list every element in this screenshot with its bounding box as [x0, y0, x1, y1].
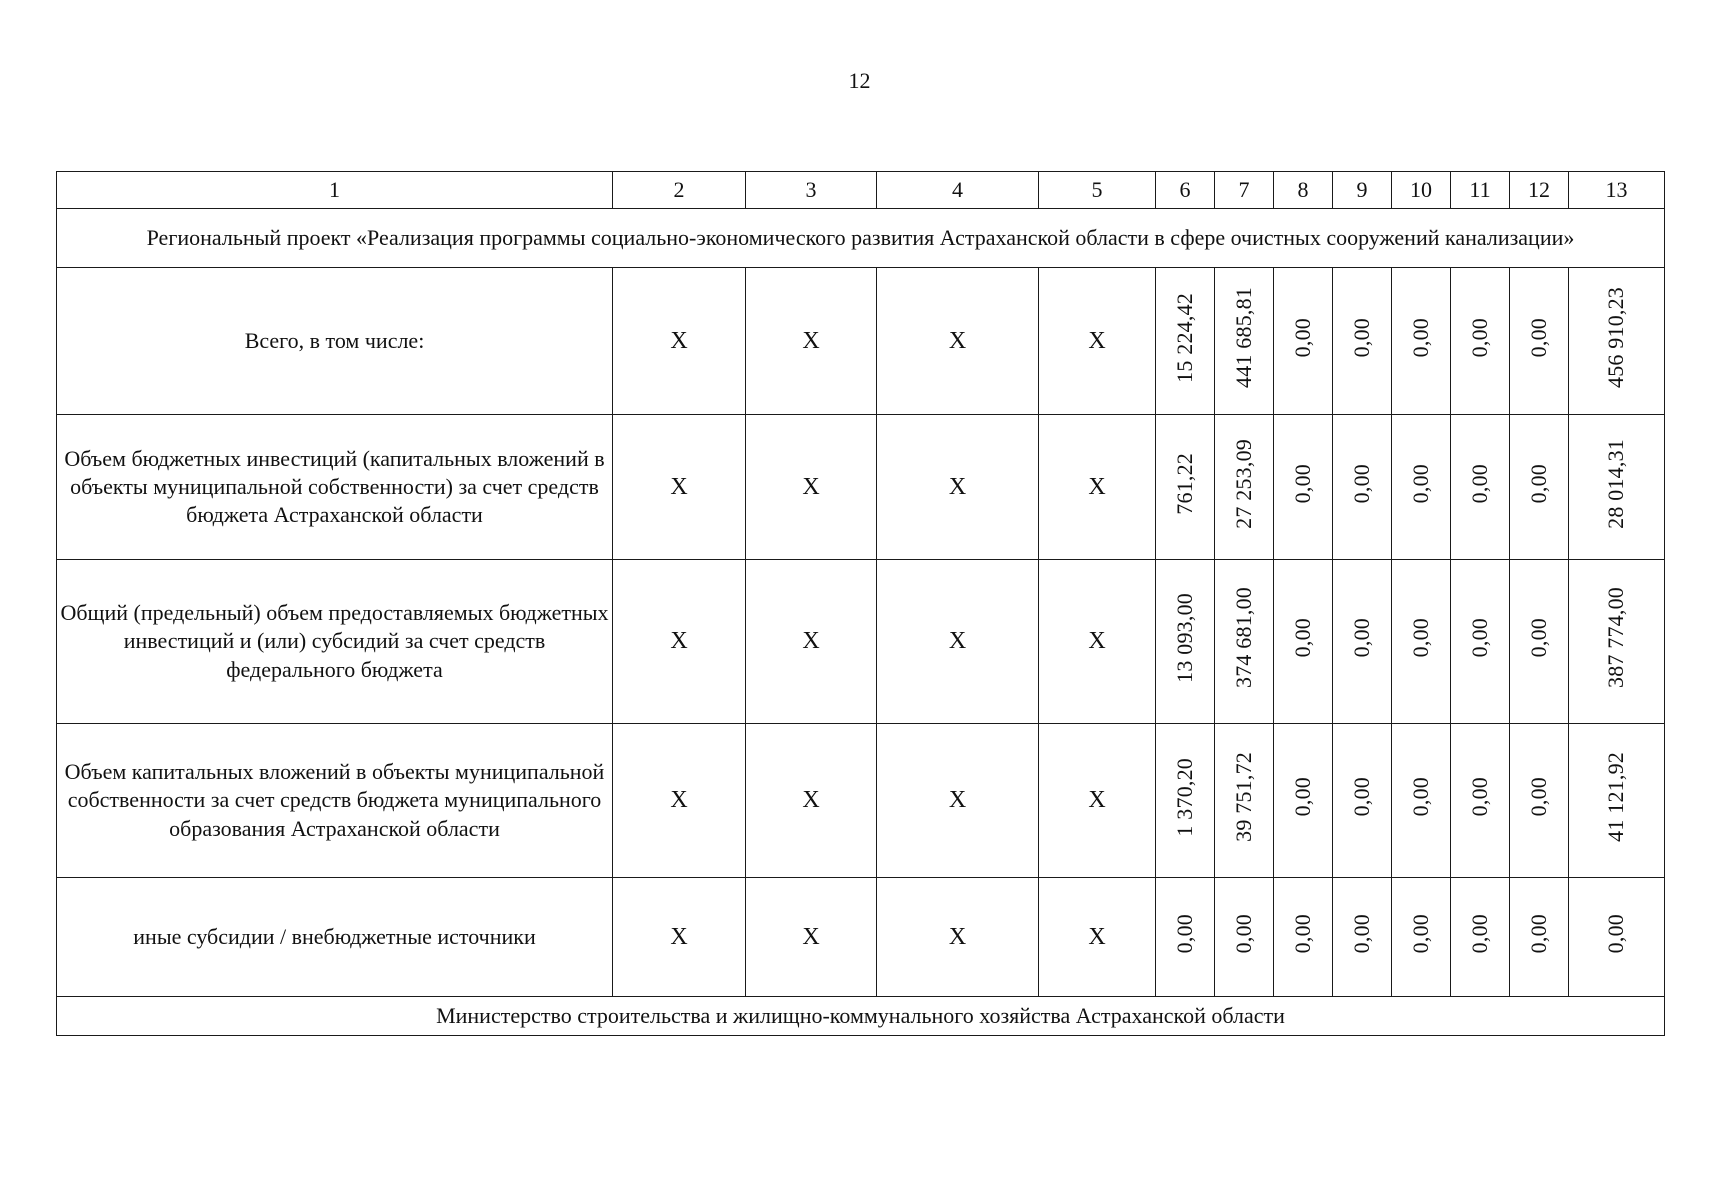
value-cell: [1274, 268, 1333, 415]
value-text: 0,00: [1466, 463, 1492, 504]
value-text: 0,00: [1466, 777, 1492, 817]
value-text: 0,00: [1348, 618, 1374, 658]
value-text: 0,00: [1171, 913, 1197, 954]
column-header: 10: [1392, 172, 1451, 209]
column-header: 8: [1274, 172, 1333, 209]
value-text: 39 751,72: [1230, 752, 1256, 842]
value-cell: [1510, 560, 1569, 724]
column-header: 1: [57, 172, 613, 209]
value-cell: [1451, 878, 1510, 997]
value-cell: [1333, 415, 1392, 560]
mark-cell: Х: [1039, 878, 1156, 997]
column-header: 5: [1039, 172, 1156, 209]
mark-cell: Х: [1039, 268, 1156, 415]
value-text: 0,00: [1525, 777, 1551, 817]
mark-cell: Х: [613, 268, 746, 415]
mark-cell: Х: [877, 724, 1039, 878]
value-text: 0,00: [1466, 317, 1492, 358]
section-title-row: [57, 209, 1665, 268]
mark-cell: Х: [877, 560, 1039, 724]
mark-cell: Х: [746, 560, 877, 724]
table-row: [57, 415, 1665, 560]
value-cell: [1156, 560, 1215, 724]
table-row: [57, 724, 1665, 878]
value-cell: [1569, 268, 1665, 415]
value-text: 0,00: [1289, 317, 1315, 358]
value-text: 761,22: [1171, 452, 1197, 515]
value-cell: [1569, 724, 1665, 878]
value-cell: [1510, 724, 1569, 878]
page-number: 12: [848, 68, 871, 93]
row-label: Объем капитальных вложений в объекты муниципальной собственности за счет средств бюджета муниципального образования Астраханской области: [57, 724, 613, 878]
value-text: 0,00: [1289, 618, 1315, 658]
mark-cell: Х: [877, 878, 1039, 997]
value-cell: [1333, 724, 1392, 878]
value-text: 0,00: [1348, 913, 1374, 954]
value-cell: [1510, 878, 1569, 997]
column-number-row: [57, 172, 1665, 209]
mark-cell: Х: [1039, 560, 1156, 724]
value-text: 0,00: [1525, 913, 1551, 954]
value-text: 0,00: [1407, 317, 1433, 358]
value-text: 0,00: [1525, 618, 1551, 658]
value-cell: [1510, 415, 1569, 560]
value-cell: [1274, 560, 1333, 724]
mark-cell: Х: [613, 560, 746, 724]
section-title: Региональный проект «Реализация программы социально-экономического развития Астраханской области в сфере очистных сооружений канализации»: [57, 209, 1665, 268]
value-text: 0,00: [1348, 777, 1374, 817]
value-text: 0,00: [1466, 913, 1492, 954]
value-text: 0,00: [1525, 463, 1551, 504]
value-text: 456 910,23: [1603, 286, 1629, 388]
row-label: Всего, в том числе:: [57, 268, 613, 415]
table-row: [57, 560, 1665, 724]
value-cell: [1392, 268, 1451, 415]
value-cell: [1392, 878, 1451, 997]
value-cell: [1392, 560, 1451, 724]
mark-cell: Х: [613, 724, 746, 878]
mark-cell: Х: [746, 878, 877, 997]
value-cell: [1451, 560, 1510, 724]
value-text: 0,00: [1466, 618, 1492, 658]
value-cell: [1510, 268, 1569, 415]
value-text: 27 253,09: [1230, 438, 1256, 529]
value-cell: [1333, 560, 1392, 724]
value-cell: [1569, 878, 1665, 997]
column-header: 4: [877, 172, 1039, 209]
value-cell: [1451, 268, 1510, 415]
value-text: 387 774,00: [1603, 587, 1629, 689]
value-text: 374 681,00: [1230, 587, 1256, 689]
value-cell: [1392, 415, 1451, 560]
value-cell: [1215, 415, 1274, 560]
value-cell: [1215, 878, 1274, 997]
column-header: 13: [1569, 172, 1665, 209]
value-cell: [1333, 878, 1392, 997]
value-cell: [1451, 724, 1510, 878]
table-row: [57, 268, 1665, 415]
value-text: 0,00: [1407, 777, 1433, 817]
value-text: 441 685,81: [1230, 286, 1256, 388]
value-text: 0,00: [1407, 618, 1433, 658]
column-header: 6: [1156, 172, 1215, 209]
mark-cell: Х: [877, 268, 1039, 415]
value-cell: [1156, 878, 1215, 997]
value-text: 28 014,31: [1603, 438, 1629, 529]
mark-cell: Х: [613, 878, 746, 997]
value-cell: [1156, 268, 1215, 415]
value-text: 0,00: [1230, 913, 1256, 954]
value-text: 0,00: [1407, 913, 1433, 954]
row-label: иные субсидии / внебюджетные источники: [57, 878, 613, 997]
table-row: [57, 878, 1665, 997]
value-text: 0,00: [1289, 777, 1315, 817]
column-header: 9: [1333, 172, 1392, 209]
value-cell: [1274, 724, 1333, 878]
value-cell: [1569, 415, 1665, 560]
value-text: 0,00: [1603, 913, 1629, 954]
value-cell: [1215, 268, 1274, 415]
value-text: 0,00: [1289, 463, 1315, 504]
column-header: 2: [613, 172, 746, 209]
value-cell: [1274, 415, 1333, 560]
value-text: 0,00: [1525, 317, 1551, 358]
mark-cell: Х: [1039, 415, 1156, 560]
footer-title-row: [57, 997, 1665, 1036]
mark-cell: Х: [746, 415, 877, 560]
value-text: 41 121,92: [1603, 752, 1629, 842]
value-text: 13 093,00: [1171, 593, 1197, 683]
value-cell: [1569, 560, 1665, 724]
row-label: Общий (предельный) объем предоставляемых бюджетных инвестиций и (или) субсидий за счет средств федерального бюджета: [57, 560, 613, 724]
value-cell: [1215, 560, 1274, 724]
mark-cell: Х: [613, 415, 746, 560]
column-header: 7: [1215, 172, 1274, 209]
value-cell: [1392, 724, 1451, 878]
mark-cell: Х: [746, 724, 877, 878]
column-header: 12: [1510, 172, 1569, 209]
value-text: 0,00: [1348, 317, 1374, 358]
value-cell: [1451, 415, 1510, 560]
mark-cell: Х: [877, 415, 1039, 560]
value-text: 0,00: [1348, 463, 1374, 504]
column-header: 11: [1451, 172, 1510, 209]
ministry-title: Министерство строительства и жилищно-коммунального хозяйства Астраханской области: [57, 997, 1665, 1036]
value-text: 0,00: [1289, 913, 1315, 954]
value-cell: [1333, 268, 1392, 415]
value-text: 1 370,20: [1171, 757, 1197, 837]
mark-cell: Х: [746, 268, 877, 415]
column-header: 3: [746, 172, 877, 209]
value-text: 0,00: [1407, 463, 1433, 504]
value-cell: [1215, 724, 1274, 878]
row-label: Объем бюджетных инвестиций (капитальных вложений в объекты муниципальной собственности) за счет средств бюджета Астраханской области: [57, 415, 613, 560]
value-cell: [1156, 415, 1215, 560]
budget-table: [56, 171, 1665, 1036]
value-cell: [1274, 878, 1333, 997]
mark-cell: Х: [1039, 724, 1156, 878]
value-text: 15 224,42: [1171, 292, 1197, 383]
value-cell: [1156, 724, 1215, 878]
